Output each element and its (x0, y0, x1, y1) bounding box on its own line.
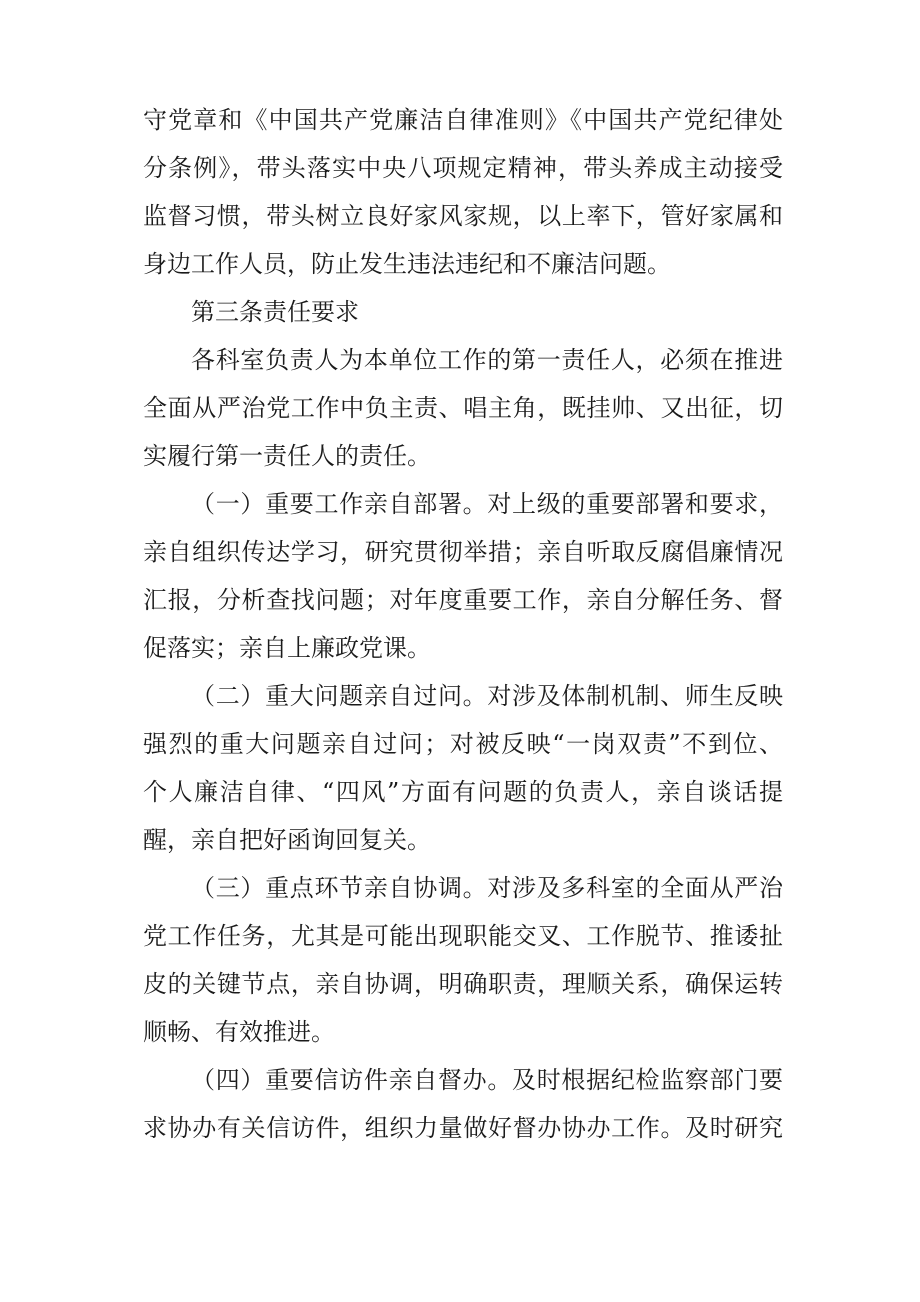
text-line: 求协办有关信访件，组织力量做好督办协办工作。及时研究 (143, 1114, 783, 1142)
text-line: 强烈的重大问题亲自过问；对被反映“一岗双责”不到位、 (143, 730, 783, 758)
text-line: （一）重要工作亲自部署。对上级的重要部署和要求， (191, 490, 783, 518)
text-line: （四）重要信访件亲自督办。及时根据纪检监察部门要 (191, 1066, 783, 1094)
text-line: 促落实；亲自上廉政党课。 (143, 634, 431, 662)
text-line: 醒，亲自把好函询回复关。 (143, 826, 431, 854)
text-line: 个人廉洁自律、“四风”方面有问题的负责人，亲自谈话提 (143, 778, 783, 806)
text-line: 汇报，分析查找问题；对年度重要工作，亲自分解任务、督 (143, 586, 783, 614)
section-heading: 第三条责任要求 (191, 298, 359, 326)
text-line: （二）重大问题亲自过问。对涉及体制机制、师生反映 (191, 682, 783, 710)
text-line: 监督习惯，带头树立良好家风家规，以上率下，管好家属和 (143, 202, 783, 230)
text-line: 实履行第一责任人的责任。 (143, 442, 431, 470)
text-line: 皮的关键节点，亲自协调，明确职责，理顺关系，确保运转 (143, 970, 783, 998)
text-line: 顺畅、有效推进。 (143, 1018, 335, 1046)
text-line: 亲自组织传达学习，研究贯彻举措；亲自听取反腐倡廉情况 (143, 538, 783, 566)
text-line: 分条例》，带头落实中央八项规定精神，带头养成主动接受 (143, 154, 783, 182)
text-line: 守党章和《中国共产党廉洁自律准则》《中国共产党纪律处 (143, 106, 783, 134)
text-line: 全面从严治党工作中负主责、唱主角，既挂帅、又出征，切 (143, 394, 783, 422)
text-line: 各科室负责人为本单位工作的第一责任人，必须在推进 (191, 346, 783, 374)
text-line: 身边工作人员，防止发生违法违纪和不廉洁问题。 (143, 250, 671, 278)
text-line: 党工作任务，尤其是可能出现职能交叉、工作脱节、推诿扯 (143, 922, 783, 950)
text-line: （三）重点环节亲自协调。对涉及多科室的全面从严治 (191, 874, 783, 902)
